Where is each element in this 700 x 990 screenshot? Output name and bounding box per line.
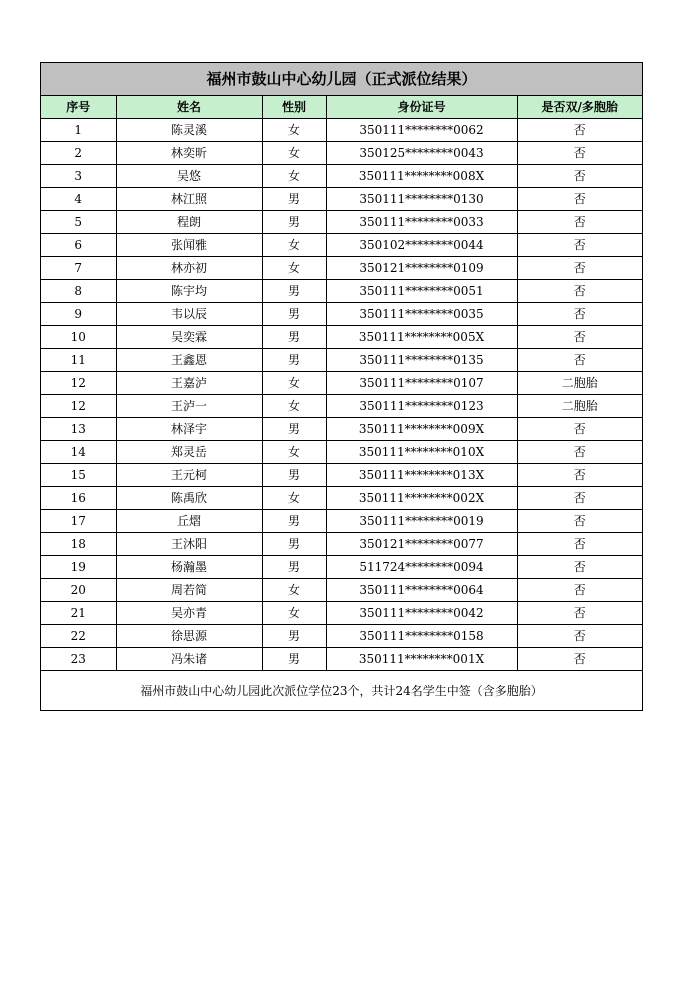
cell-multi: 否 — [517, 234, 642, 257]
cell-name: 冯朱诸 — [116, 648, 262, 671]
cell-id: 350125********0043 — [326, 142, 517, 165]
cell-multi: 二胞胎 — [517, 372, 642, 395]
cell-gender: 男 — [262, 188, 326, 211]
cell-seq: 3 — [41, 165, 116, 188]
cell-seq: 20 — [41, 579, 116, 602]
table-row — [41, 188, 642, 211]
table-body — [41, 119, 642, 671]
cell-id: 350111********002X — [326, 487, 517, 510]
cell-id: 350111********0035 — [326, 303, 517, 326]
cell-gender: 男 — [262, 625, 326, 648]
cell-multi: 否 — [517, 648, 642, 671]
cell-id: 350111********005X — [326, 326, 517, 349]
cell-name: 王沐阳 — [116, 533, 262, 556]
table-row — [41, 602, 642, 625]
cell-id: 350111********013X — [326, 464, 517, 487]
cell-seq: 15 — [41, 464, 116, 487]
footer-row — [41, 671, 642, 711]
cell-name: 郑灵岳 — [116, 441, 262, 464]
header-id: 身份证号 — [326, 96, 517, 119]
cell-seq: 23 — [41, 648, 116, 671]
cell-name: 陈禹欣 — [116, 487, 262, 510]
table-row — [41, 648, 642, 671]
cell-id: 350111********009X — [326, 418, 517, 441]
cell-gender: 女 — [262, 119, 326, 142]
cell-id: 350111********0033 — [326, 211, 517, 234]
cell-multi: 否 — [517, 441, 642, 464]
cell-seq: 12 — [41, 395, 116, 418]
cell-name: 丘熠 — [116, 510, 262, 533]
cell-seq: 2 — [41, 142, 116, 165]
cell-id: 350121********0077 — [326, 533, 517, 556]
cell-multi: 否 — [517, 211, 642, 234]
cell-seq: 13 — [41, 418, 116, 441]
cell-name: 王元柯 — [116, 464, 262, 487]
table-row — [41, 349, 642, 372]
cell-seq: 7 — [41, 257, 116, 280]
cell-id: 350111********0019 — [326, 510, 517, 533]
cell-gender: 男 — [262, 303, 326, 326]
cell-name: 林亦初 — [116, 257, 262, 280]
cell-seq: 1 — [41, 119, 116, 142]
cell-id: 350111********0158 — [326, 625, 517, 648]
cell-gender: 男 — [262, 556, 326, 579]
cell-multi: 否 — [517, 257, 642, 280]
table-row — [41, 303, 642, 326]
cell-seq: 10 — [41, 326, 116, 349]
cell-multi: 否 — [517, 418, 642, 441]
cell-name: 王嘉泸 — [116, 372, 262, 395]
cell-gender: 男 — [262, 280, 326, 303]
cell-multi: 否 — [517, 510, 642, 533]
table-row — [41, 211, 642, 234]
cell-multi: 否 — [517, 487, 642, 510]
cell-id: 350111********0064 — [326, 579, 517, 602]
cell-gender: 男 — [262, 510, 326, 533]
cell-name: 王鑫恩 — [116, 349, 262, 372]
cell-multi: 否 — [517, 119, 642, 142]
table-row — [41, 625, 642, 648]
cell-multi: 否 — [517, 349, 642, 372]
title-row — [41, 63, 642, 96]
table-row — [41, 326, 642, 349]
cell-id: 350111********0051 — [326, 280, 517, 303]
cell-gender: 女 — [262, 579, 326, 602]
cell-gender: 男 — [262, 326, 326, 349]
table-row — [41, 464, 642, 487]
cell-multi: 否 — [517, 326, 642, 349]
cell-seq: 19 — [41, 556, 116, 579]
cell-gender: 女 — [262, 487, 326, 510]
table-row — [41, 234, 642, 257]
cell-seq: 11 — [41, 349, 116, 372]
table-row — [41, 257, 642, 280]
cell-id: 511724********0094 — [326, 556, 517, 579]
cell-multi: 否 — [517, 165, 642, 188]
cell-name: 林泽宇 — [116, 418, 262, 441]
cell-name: 张闻雅 — [116, 234, 262, 257]
cell-gender: 男 — [262, 418, 326, 441]
header-gender: 性别 — [262, 96, 326, 119]
cell-id: 350111********0042 — [326, 602, 517, 625]
table-row — [41, 119, 642, 142]
cell-seq: 9 — [41, 303, 116, 326]
cell-seq: 12 — [41, 372, 116, 395]
cell-id: 350111********0130 — [326, 188, 517, 211]
cell-name: 杨瀚墨 — [116, 556, 262, 579]
cell-id: 350111********010X — [326, 441, 517, 464]
cell-gender: 男 — [262, 464, 326, 487]
header-name: 姓名 — [116, 96, 262, 119]
table-row — [41, 441, 642, 464]
cell-gender: 女 — [262, 257, 326, 280]
cell-seq: 4 — [41, 188, 116, 211]
cell-multi: 否 — [517, 556, 642, 579]
cell-multi: 否 — [517, 464, 642, 487]
results-sheet — [40, 62, 643, 711]
header-row — [41, 96, 642, 119]
cell-seq: 17 — [41, 510, 116, 533]
cell-id: 350111********008X — [326, 165, 517, 188]
cell-gender: 女 — [262, 372, 326, 395]
table-row — [41, 142, 642, 165]
table-row — [41, 372, 642, 395]
table-row — [41, 510, 642, 533]
cell-gender: 女 — [262, 602, 326, 625]
cell-name: 陈灵溪 — [116, 119, 262, 142]
table-row — [41, 487, 642, 510]
cell-name: 林江照 — [116, 188, 262, 211]
cell-seq: 21 — [41, 602, 116, 625]
cell-id: 350111********0135 — [326, 349, 517, 372]
cell-id: 350111********0062 — [326, 119, 517, 142]
table-row — [41, 418, 642, 441]
cell-id: 350111********0123 — [326, 395, 517, 418]
cell-name: 陈宇均 — [116, 280, 262, 303]
cell-seq: 22 — [41, 625, 116, 648]
cell-multi: 否 — [517, 625, 642, 648]
cell-gender: 男 — [262, 648, 326, 671]
cell-id: 350102********0044 — [326, 234, 517, 257]
table-row — [41, 280, 642, 303]
cell-name: 程朗 — [116, 211, 262, 234]
cell-seq: 8 — [41, 280, 116, 303]
cell-name: 王泸一 — [116, 395, 262, 418]
cell-gender: 男 — [262, 349, 326, 372]
footer-note: 福州市鼓山中心幼儿园此次派位学位23个，共计24名学生中签（含多胞胎） — [41, 671, 642, 711]
header-seq: 序号 — [41, 96, 116, 119]
header-multi: 是否双/多胞胎 — [517, 96, 642, 119]
cell-seq: 18 — [41, 533, 116, 556]
cell-name: 徐思源 — [116, 625, 262, 648]
cell-id: 350121********0109 — [326, 257, 517, 280]
cell-multi: 否 — [517, 602, 642, 625]
cell-name: 周若简 — [116, 579, 262, 602]
table-row — [41, 556, 642, 579]
cell-multi: 否 — [517, 280, 642, 303]
cell-gender: 女 — [262, 441, 326, 464]
cell-name: 韦以辰 — [116, 303, 262, 326]
cell-id: 350111********001X — [326, 648, 517, 671]
cell-multi: 否 — [517, 579, 642, 602]
table-row — [41, 533, 642, 556]
cell-multi: 否 — [517, 188, 642, 211]
cell-gender: 女 — [262, 395, 326, 418]
sheet-title: 福州市鼓山中心幼儿园（正式派位结果） — [41, 63, 642, 96]
cell-name: 林奕昕 — [116, 142, 262, 165]
cell-multi: 否 — [517, 533, 642, 556]
cell-gender: 女 — [262, 165, 326, 188]
cell-seq: 5 — [41, 211, 116, 234]
table-row — [41, 395, 642, 418]
cell-gender: 女 — [262, 234, 326, 257]
cell-gender: 女 — [262, 142, 326, 165]
cell-seq: 14 — [41, 441, 116, 464]
results-table — [41, 63, 642, 710]
cell-gender: 男 — [262, 211, 326, 234]
cell-name: 吴悠 — [116, 165, 262, 188]
table-row — [41, 579, 642, 602]
cell-seq: 6 — [41, 234, 116, 257]
cell-id: 350111********0107 — [326, 372, 517, 395]
cell-seq: 16 — [41, 487, 116, 510]
table-row — [41, 165, 642, 188]
cell-multi: 否 — [517, 142, 642, 165]
cell-multi: 否 — [517, 303, 642, 326]
cell-name: 吴亦青 — [116, 602, 262, 625]
cell-multi: 二胞胎 — [517, 395, 642, 418]
cell-gender: 男 — [262, 533, 326, 556]
cell-name: 吴奕霖 — [116, 326, 262, 349]
